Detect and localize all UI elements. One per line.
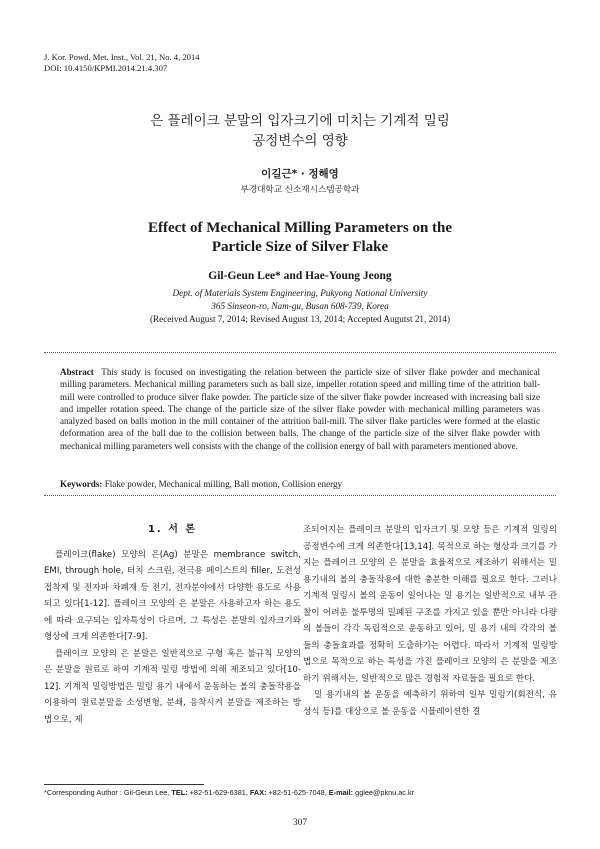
footnote-rule xyxy=(44,784,204,785)
dotted-divider-top xyxy=(44,352,556,353)
abstract-label: Abstract xyxy=(60,367,94,377)
english-authors: Gil-Geun Lee* and Hae-Young Jeong xyxy=(208,270,392,282)
section-title: 1. 서 론 xyxy=(147,524,198,535)
email-label: E-mail: xyxy=(328,788,354,797)
english-title-line-2: Particle Size of Silver Flake xyxy=(211,239,389,255)
paragraph: 밀 용기내의 볼 운동을 예측하기 위하여 일부 밀링기(회전식, 유성식 등)를 대상으로 볼 운동을 시뮬레이션한 결 xyxy=(303,690,557,717)
korean-title-line-1: 은 플레이크 분말의 입자크기에 미치는 기계적 밀링 xyxy=(150,113,450,129)
keywords xyxy=(60,479,540,489)
korean-affiliation: 부경대학교 신소재시스템공학과 xyxy=(240,185,360,195)
body-column-right xyxy=(303,522,557,720)
english-affiliation-line-1: Dept. of Materials System Engineering, Pukyong National University xyxy=(172,288,428,298)
body-column-left xyxy=(44,522,301,728)
english-affiliation-line-2: 365 Sinseon-ro, Nam-gu, Busan 608-739, Korea xyxy=(211,301,389,311)
english-title-line-1: Effect of Mechanical Milling Parameters on the xyxy=(147,220,453,236)
email-address[interactable]: gglee@pknu.ac.kr xyxy=(355,788,415,797)
corresponding-author-footnote xyxy=(44,788,414,797)
paragraph: 플레이크(flake) 모양의 은(Ag) 분말은 membrance switch, EMI, through hole, 터치 스크린, 전극용 페이스트의 filler, 도전성 접착제 및 전자파 차폐재 등 전기, 전자분야에서 다양한 용도로 사용되고 있다[1-12]. 플레이크 모양의 은 분말은 사용하고자 하는 용도에 따라 요구되는 입자특성이 다르며, 그 특성은 분말의 입자크기와 형상에 크게 의존한다[7-9]. xyxy=(44,549,301,642)
corresponding-author: *Corresponding Author : Gil-Geun Lee, xyxy=(44,788,170,797)
page-number: 307 xyxy=(292,818,308,828)
received-dates: (Received August 7, 2014; Revised August 13, 2014; Accepted Augutst 21, 2014) xyxy=(149,314,451,324)
dotted-divider-bottom xyxy=(44,495,556,496)
tel-number: +82-51-629-6381, xyxy=(189,788,248,797)
korean-title-line-2: 공정변수의 영향 xyxy=(252,133,348,149)
journal-header xyxy=(44,52,200,74)
abstract xyxy=(60,366,540,452)
fax-label: FAX: xyxy=(249,788,267,797)
paragraph: 조되어지는 플레이크 분말의 입자크기 및 모양 등은 기계적 밀링의 공정변수에 크게 의존한다[13,14]. 목적으로 하는 형상과 크기를 가지는 플레이크 모양의 은 분말을 효율적으로 제조하기 위해서는 밀 용기내의 볼의 충돌작용에 대한 충분한 이해를 필요로 한다. 그러나 기계적 밀링시 볼의 운동이 일어나는 밀 용기는 일반적으로 내부 관찰이 어려운 불투명의 밀폐된 구조를 가지고 있을 뿐만 아니라 다량의 볼들이 각각 독립적으로 운동하고 있어, 밀 용기 내의 각각의 볼들의 충돌효과를 정확히 도출하기는 어렵다. 따라서 기계적 밀링방법으로 목적으로 하는 특성을 가진 플레이크 모양의 은 분말을 제조하기 위해서는, 일반적으로 많은 경험적 자료들을 필요로 한다. xyxy=(303,525,557,684)
tel-label: TEL: xyxy=(171,788,188,797)
journal-citation: J. Kor. Powd. Met. Inst., Vol. 21, No. 4, 2014 xyxy=(44,52,200,62)
keywords-text: Flake powder, Mechanical milling, Ball motion, Collision energy xyxy=(104,479,343,489)
korean-authors: 이길근* · 정해영 xyxy=(261,168,339,180)
fax-number: +82-51-625-7048, xyxy=(268,788,327,797)
abstract-text: This study is focused on investigating the relation between the particle size of silver flake powder and mechanical milling parameters. Mechanical milling parameters such as ball size, impeller rotation speed and milling time of the attrition ball-mill were controlled to produce silver flake powder. The particle size of the silver flake powder increased with increasing ball size and impeller rotation speed. The change of the particle size of the silver flake powder with mechanical milling parameters was analyzed based on balls motion in the mill container of the attrition ball-mill. The silver flake particles were formed at the elastic deformation area of the ball due to the collision between balls. The change of the particle size of the silver flake powder with mechanical milling parameters well consists with the change of the collision energy of ball with parameters mentioned above. xyxy=(60,367,541,451)
doi: DOI: 10.4150/KPMI.2014.21.4.307 xyxy=(44,63,168,73)
keywords-label: Keywords: xyxy=(60,479,103,489)
paragraph: 플레이크 모양의 은 분말은 일반적으로 구형 혹은 불규칙 모양의 은 분말을 원료로 하여 기계적 밀링 방법에 의해 제조되고 있다[10-12]. 기계적 밀링방법은 밀링 용기 내에서 운동하는 볼의 충돌작용을 이용하여 원료분말을 소성변형, 분쇄, 응착시켜 분말을 제조하는 방법으로, 제 xyxy=(44,648,301,725)
